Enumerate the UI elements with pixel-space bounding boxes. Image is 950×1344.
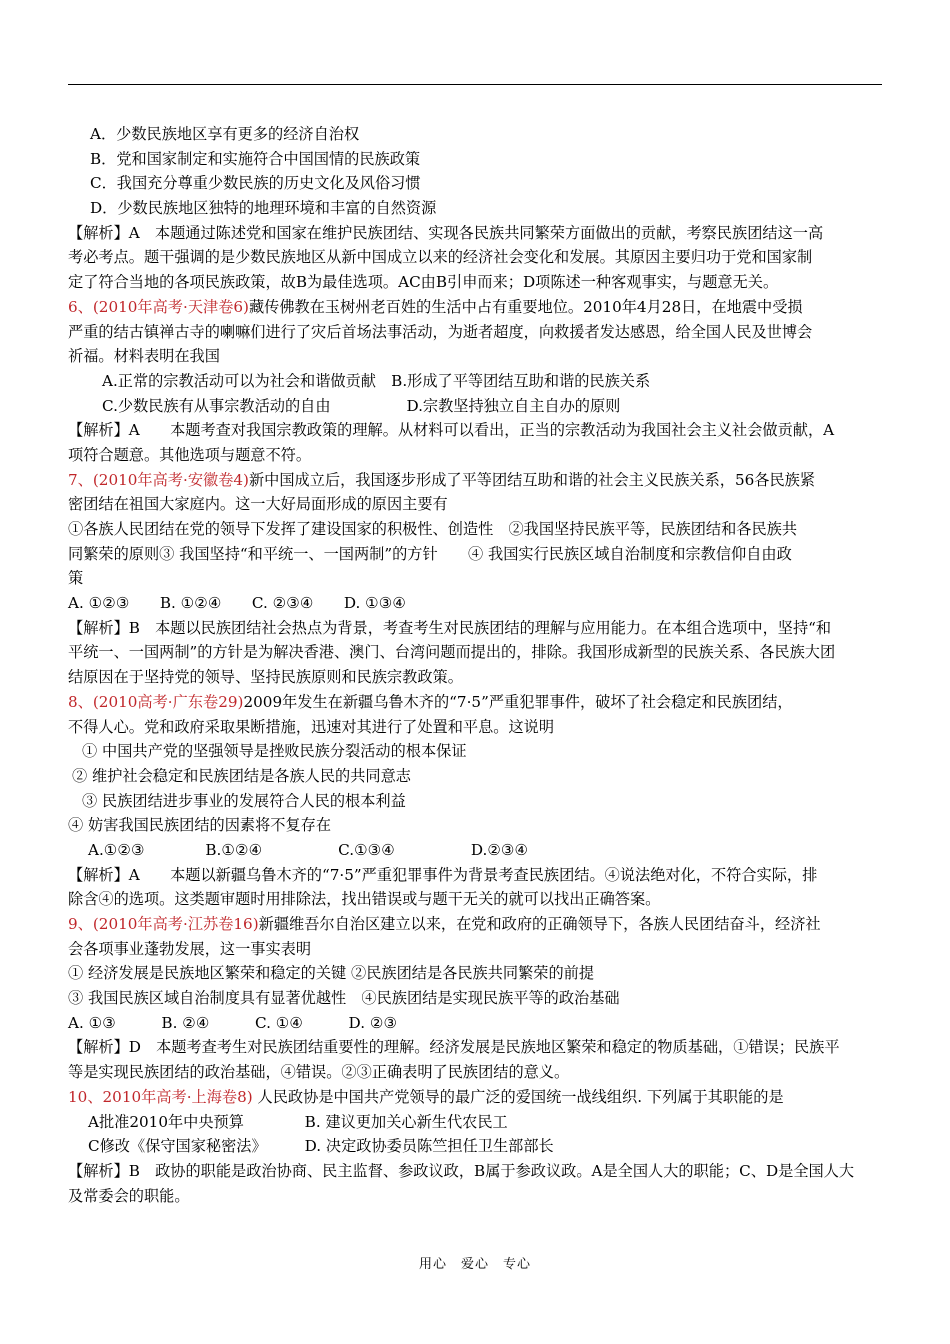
q6-options-line: C.少数民族有从事宗教活动的自由 D.宗教坚持独立自主自办的原则 [102,396,621,415]
q8-stem-text: 2009年发生在新疆乌鲁木齐的“7·5”严重犯罪事件，破坏了社会稳定和民族团结， [243,692,793,711]
q7-stem-line: ①各族人民团结在党的领导下发挥了建设国家的积极性、创造性 ②我国坚持民族平等，民族团结和各民族共 [68,520,797,538]
q5-option-c: C．我国充分尊重少数民族的历史文化及风俗习惯 [90,174,421,193]
q9-options-line: A. ①③ B. ②④ C. ①④ D. ②③ [68,1013,398,1032]
q7-analysis-line: 【解析】B 本题以民族团结社会热点为背景，考查考生对民族团结的理解与应用能力。在本组合选项中，坚持“和 [68,618,832,637]
q7-options-line: A. ①②③ B. ①②④ C. ②③④ D. ①③④ [68,594,406,613]
q9-item: ① 经济发展是民族地区繁荣和稳定的关键 ②民族团结是各民族共同繁荣的前提 [68,964,595,983]
page-footer: 用心 爱心 专心 [418,1257,531,1272]
document-body [68,122,882,1208]
q5-analysis-line: 定了符合当地的各项民族政策，故B为最佳选项。AC由B引申而来；D项陈述一种客观事实，与题意无关。 [68,273,779,292]
q8-item: ③ 民族团结进步事业的发展符合人民的根本利益 [82,791,406,810]
q9-analysis-line: 【解析】D 本题考查考生对民族团结重要性的理解。经济发展是民族地区繁荣和稳定的物质基础，①错误；民族平 [68,1038,840,1057]
q6-options-line: A.正常的宗教活动可以为社会和谐做贡献 B.形成了平等团结互助和谐的民族关系 [102,371,651,390]
q7-stem-line: 密团结在祖国大家庭内。这一大好局面形成的原因主要有 [68,495,448,514]
q7-analysis-line: 结原因在于坚持党的领导、坚持民族原则和民族宗教政策。 [68,668,463,687]
q7-stem-line: 同繁荣的原则③ 我国坚持“和平统一、一国两制”的方针 ④ 我国实行民族区域自治制度和宗教信仰自由政 [68,544,792,563]
q10-stem-line [68,1085,882,1110]
q8-item: ④ 妨害我国民族团结的因素将不复存在 [68,816,332,835]
q6-analysis-line: 项符合题意。其他选项与题意不符。 [68,445,311,464]
q6-source: 6、(2010年高考·天津卷6) [68,297,249,316]
q6-stem-text: 藏传佛教在玉树州老百姓的生活中占有重要地位。2010年4月28日，在地震中受损 [248,297,803,316]
q9-source: 9、(2010年高考·江苏卷16) [68,915,259,933]
q6-stem-line: 祈福。材料表明在我国 [68,347,220,366]
q9-item: ③ 我国民族区域自治制度具有显著优越性 ④民族团结是实现民族平等的政治基础 [68,989,620,1008]
q8-item: ② 维护社会稳定和民族团结是各族人民的共同意志 [72,766,411,785]
q10-stem-text: 人民政协是中国共产党领导的最广泛的爱国统一战线组织. 下列属于其职能的是 [252,1087,784,1106]
q8-options-line: A.①②③ B.①②④ C.①③④ D.②③④ [88,840,529,859]
q9-stem-line [68,912,882,937]
q5-analysis-line: 【解析】A 本题通过陈述党和国家在维护民族团结、实现各民族共同繁荣方面做出的贡献，考察民族团结这一高 [68,223,824,242]
q10-options-line: C修改《保守国家秘密法》 D. 决定政协委员陈竺担任卫生部部长 [88,1137,554,1156]
header-rule [68,84,882,85]
q5-option-b: B．党和国家制定和实施符合中国国情的民族政策 [90,149,421,168]
q8-stem-line: 不得人心。党和政府采取果断措施，迅速对其进行了处置和平息。这说明 [68,717,554,736]
q5-option-d: D．少数民族地区独特的地理环境和丰富的自然资源 [90,199,437,218]
q9-stem-text: 新疆维吾尔自治区建立以来，在党和政府的正确领导下，各族人民团结奋斗，经济社 [258,915,821,933]
q10-analysis-line: 及常委会的职能。 [68,1186,190,1205]
q7-source: 7、(2010年高考·安徽卷4) [68,470,249,489]
q6-analysis-line: 【解析】A 本题考查对我国宗教政策的理解。从材料可以看出，正当的宗教活动为我国社会主义社会做贡献，A [68,421,835,440]
q7-analysis-line: 平统一、一国两制”的方针是为解决香港、澳门、台湾问题而提出的，排除。我国形成新型的民族关系、各民族大团 [68,643,836,662]
q6-stem-line: 严重的结古镇禅古寺的喇嘛们进行了灾后首场法事活动，为逝者超度，向救援者发达感恩，给全国人民及世博会 [68,322,813,341]
q8-analysis-line: 除含④的选项。这类题审题时用排除法，找出错误或与题干无关的就可以找出正确答案。 [68,890,661,909]
q8-analysis-line: 【解析】A 本题以新疆乌鲁木齐的“7·5”严重犯罪事件为背景考查民族团结。④说法绝对化，不符合实际，排 [68,865,818,884]
q8-item: ① 中国共产党的坚强领导是挫败民族分裂活动的根本保证 [82,742,467,761]
q10-source: 10、2010年高考·上海卷8) [68,1087,253,1106]
q5-option-a: A．少数民族地区享有更多的经济自治权 [90,125,360,143]
q10-options-line: A批准2010年中央预算 B. 建议更加关心新生代农民工 [88,1112,508,1131]
q6-stem-line [68,295,882,320]
q7-stem-line [68,468,882,493]
q5-analysis-line: 考必考点。题干强调的是少数民族地区从新中国成立以来的经济社会变化和发展。其原因主要归功于党和国家制 [68,248,813,267]
q10-analysis-line: 【解析】B 政协的职能是政治协商、民主监督、参政议政，B属于参政议政。A是全国人大的职能；C、D是全国人大 [68,1161,855,1180]
q9-stem-line: 会各项事业蓬勃发展，这一事实表明 [68,939,311,958]
q8-source: 8、(2010高考·广东卷29) [68,692,244,711]
q9-analysis-line: 等是实现民族团结的政治基础，④错误。②③正确表明了民族团结的意义。 [68,1063,570,1082]
q8-stem-line [68,690,882,715]
q7-stem-text: 新中国成立后，我国逐步形成了平等团结互助和谐的社会主义民族关系，56各民族紧 [248,470,816,489]
q7-stem-line: 策 [68,569,84,588]
